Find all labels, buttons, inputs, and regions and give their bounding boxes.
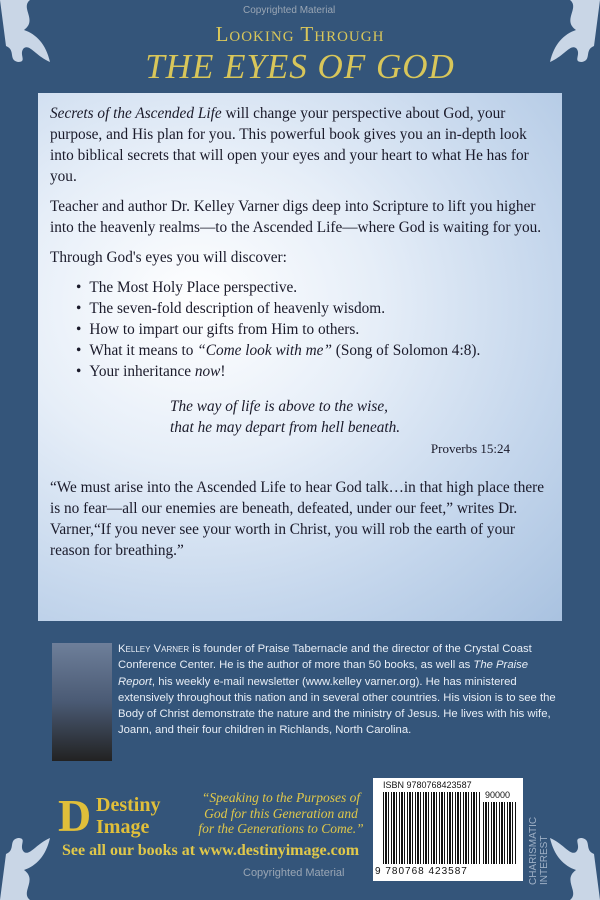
publisher-website[interactable]: See all our books at www.destinyimage.com (62, 842, 360, 859)
logo-line1: Destiny (96, 794, 161, 816)
price-code: 90000 (485, 790, 511, 800)
quote: “Come look with me” (197, 342, 332, 359)
bio-text: is founder of Praise Tabernacle and the director of the Crystal Coast Conference Center. He is the author of more than 50 books, as well as (118, 643, 532, 672)
title-line2: THE EYES OF GOD (145, 47, 455, 86)
author-name: Kelley Varner (118, 643, 190, 655)
text: ! (220, 363, 226, 380)
book-title: Secrets of the Ascended Life (50, 105, 222, 122)
text: Your inheritance (89, 363, 195, 380)
intro-text: will change your perspective about God, your purpose, and His plan for you. This powerful book gives you an in-depth look into biblical secrets that will open your eyes and your heart to what He has for you. (50, 105, 529, 185)
bio-text: , his weekly e-mail newsletter (www.kelley varner.org). He has ministered extensively throughout this nation and in several other countries. His vision is to see the Body of Christ demonstrate the nature and the ministry of Jesus. He lives with his wife, Joann, and their four children in Richlands, North Carolina. (118, 675, 556, 737)
logo-line2: Image (96, 816, 150, 838)
author-photo (52, 643, 112, 761)
discover-list (76, 277, 550, 382)
title-line1: Looking Through (215, 22, 385, 46)
corner-ornament-icon (0, 838, 56, 900)
description-panel (38, 93, 562, 621)
newsletter-title: The Praise Report (118, 659, 529, 688)
list-item (76, 361, 550, 382)
list-item: • The Most Holy Place perspective. (76, 277, 550, 298)
isbn-text: ISBN 9780768423587 (383, 780, 472, 790)
barcode-bars (383, 792, 480, 864)
list-item: • The seven-fold description of heavenly wisdom. (76, 298, 550, 319)
publisher-slogan: “Speaking to the Purposes of God for this Generation and for the Generations to Come.” (198, 790, 364, 836)
text: (Song of Solomon 4:8). (331, 342, 481, 359)
publisher-logo (58, 790, 188, 841)
price-barcode-bars (483, 802, 517, 864)
category-label: CHARISMATIC INTEREST (528, 816, 550, 885)
logo-letter: D (58, 790, 92, 841)
paragraph-2: Teacher and author Dr. Kelley Varner digs deep into Scripture to lift you higher into the heavenly realms—to the Ascended Life—where God is waiting for you. (50, 198, 542, 236)
emphasis: now (194, 363, 221, 380)
barcode-digits: 9 780768 423587 (375, 866, 468, 877)
verse-reference: Proverbs 15:24 (430, 441, 510, 456)
paragraph-3: Through God's eyes you will discover: (50, 249, 287, 266)
text: What it means to (89, 342, 198, 359)
watermark: Copyrighted Material (243, 867, 345, 879)
intro-paragraph (50, 103, 550, 187)
verse-line: that he may depart from hell beneath. (170, 419, 401, 436)
list-item: • How to impart our gifts from Him to others. (76, 319, 550, 340)
list-item (76, 340, 550, 361)
isbn-barcode (373, 778, 523, 881)
corner-ornament-icon (544, 838, 600, 900)
watermark: Copyrighted Material (243, 5, 336, 16)
author-bio (118, 641, 558, 739)
author-quote: “We must arise into the Ascended Life to hear God talk…in that high place there is no fear—all our enemies are beneath, defeated, under our feet,” writes Dr. Varner,“If you never see your worth in Christ, you will rob the earth of your reason for breathing.” (50, 479, 545, 559)
verse-line: The way of life is above to the wise, (170, 398, 388, 415)
